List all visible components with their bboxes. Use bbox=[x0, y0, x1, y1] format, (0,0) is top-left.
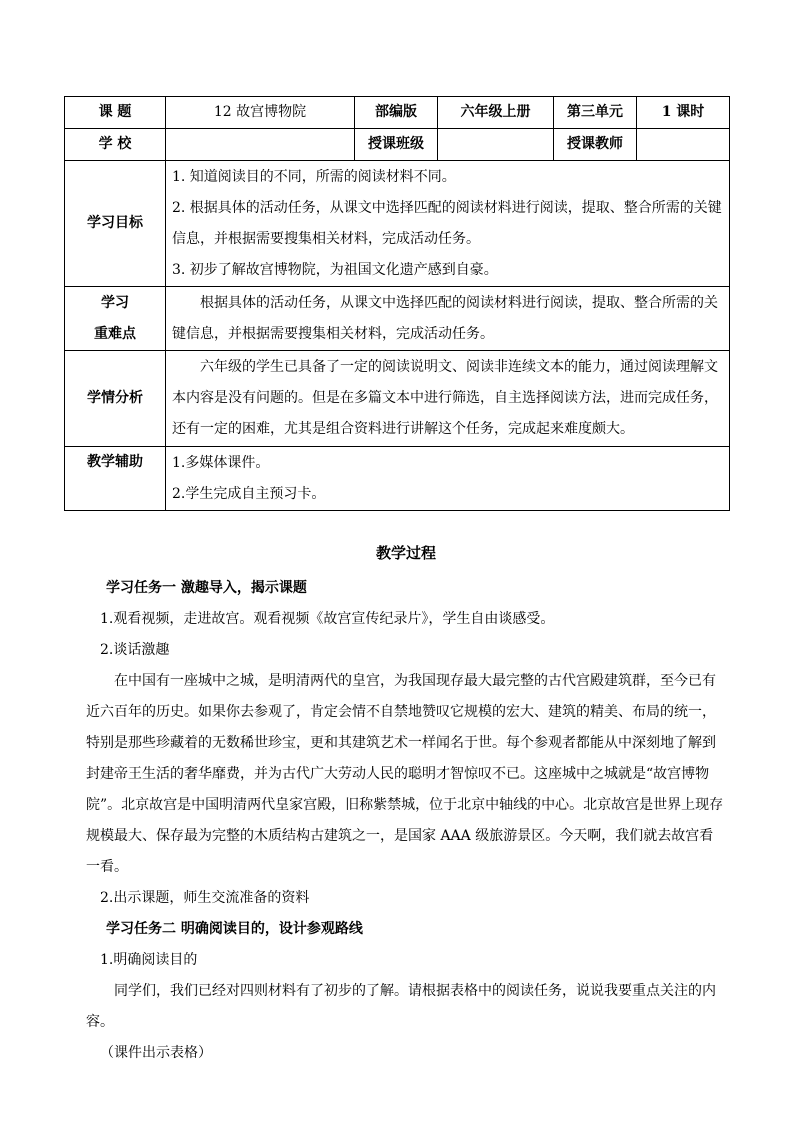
difficulty-label bbox=[65, 287, 166, 351]
school-label: 学 校 bbox=[65, 129, 166, 161]
task2-title: 学习任务二 明确阅读目的，设计参观路线 bbox=[106, 921, 363, 937]
analysis-text: 六年级的学生已具备了一定的阅读说明文、阅读非连续文本的能力，通过阅读理解文本内容是没有问题的。但是在多篇文本中进行筛选，自主选择阅读方法，进而完成任务，还有一定的困难，尤其是组合资料进行讲解这个任务，完成起来难度颇大。 bbox=[166, 351, 730, 447]
teacher-value bbox=[637, 129, 730, 161]
table-row-school bbox=[65, 129, 730, 161]
table-row-objectives bbox=[65, 161, 730, 287]
difficulty-label-line2: 重难点 bbox=[94, 325, 136, 342]
task1-paragraph: 在中国有一座城中之城，是明清两代的皇宫，为我国现存最大最完整的古代宫殿建筑群，至今已有近六百年的历史。如果你去参观了，肯定会情不自禁地赞叹它规模的宏大、建筑的精美、布局的统一，特别是那些珍藏着的无数稀世珍宝，更和其建筑艺术一样闻名于世。每个参观者都能从中深刻地了解到封建帝王生活的奢华靡费，并为古代广大劳动人民的聪明才智惊叹不已。这座城中之城就是“故宫博物院”。北京故宫是中国明清两代皇家宫殿，旧称紫禁城，位于北京中轴线的中心。北京故宫是世界上现存规模最大、保存最为完整的木质结构古建筑之一，是国家 AAA 级旅游景区。今天啊，我们就去故宫看一看。 bbox=[86, 673, 724, 875]
lesson-title: 12 故宫博物院 bbox=[166, 97, 355, 129]
unit: 第三单元 bbox=[554, 97, 637, 129]
table-row-title bbox=[65, 97, 730, 129]
grade: 六年级上册 bbox=[438, 97, 554, 129]
lesson-label: 课 题 bbox=[65, 97, 166, 129]
task2-paragraph: 同学们，我们已经对四则材料有了初步的了解。请根据表格中的阅读任务，说说我要重点关注的内容。 bbox=[86, 983, 716, 1030]
task1-item3: 2.出示课题，师生交流准备的资料 bbox=[100, 890, 310, 906]
task2-item1: 1.明确阅读目的 bbox=[100, 952, 198, 968]
table-row-analysis bbox=[65, 351, 730, 447]
lesson-info-table bbox=[64, 96, 730, 511]
teaching-process bbox=[86, 538, 726, 1069]
aids-label: 教学辅助 bbox=[65, 447, 166, 511]
table-row-difficulty bbox=[65, 287, 730, 351]
aid-item: 2.学生完成自主预习卡。 bbox=[172, 485, 326, 502]
task2-note: （课件出示表格） bbox=[100, 1045, 212, 1061]
teacher-label: 授课教师 bbox=[554, 129, 637, 161]
task1-item1: 1.观看视频，走进故宫。观看视频《故宫宣传纪录片》，学生自由谈感受。 bbox=[100, 611, 555, 627]
objective-item: 1. 知道阅读目的不同，所需的阅读材料不同。 bbox=[172, 168, 456, 185]
objective-item: 3. 初步了解故宫博物院，为祖国文化遗产感到自豪。 bbox=[172, 261, 498, 278]
aid-item: 1.多媒体课件。 bbox=[172, 454, 270, 471]
objectives-label: 学习目标 bbox=[65, 161, 166, 287]
edition: 部编版 bbox=[355, 97, 438, 129]
objectives-content bbox=[166, 161, 730, 287]
class-value bbox=[438, 129, 554, 161]
analysis-label: 学情分析 bbox=[65, 351, 166, 447]
difficulty-label-line1: 学习 bbox=[101, 294, 129, 311]
difficulty-text: 根据具体的活动任务，从课文中选择匹配的阅读材料进行阅读，提取、整合所需的关键信息，并根据需要搜集相关材料，完成活动任务。 bbox=[166, 287, 730, 351]
aids-content bbox=[166, 447, 730, 511]
task1-title: 学习任务一 激趣导入，揭示课题 bbox=[106, 580, 307, 596]
objective-item: 2. 根据具体的活动任务，从课文中选择匹配的阅读材料进行阅读，提取、整合所需的关键信息，并根据需要搜集相关材料，完成活动任务。 bbox=[172, 199, 722, 247]
process-heading: 教学过程 bbox=[375, 544, 436, 562]
school-value bbox=[166, 129, 355, 161]
table-row-aids bbox=[65, 447, 730, 511]
class-hours: 1 课时 bbox=[637, 97, 730, 129]
task1-item2: 2.谈话激趣 bbox=[100, 642, 170, 658]
class-label: 授课班级 bbox=[355, 129, 438, 161]
